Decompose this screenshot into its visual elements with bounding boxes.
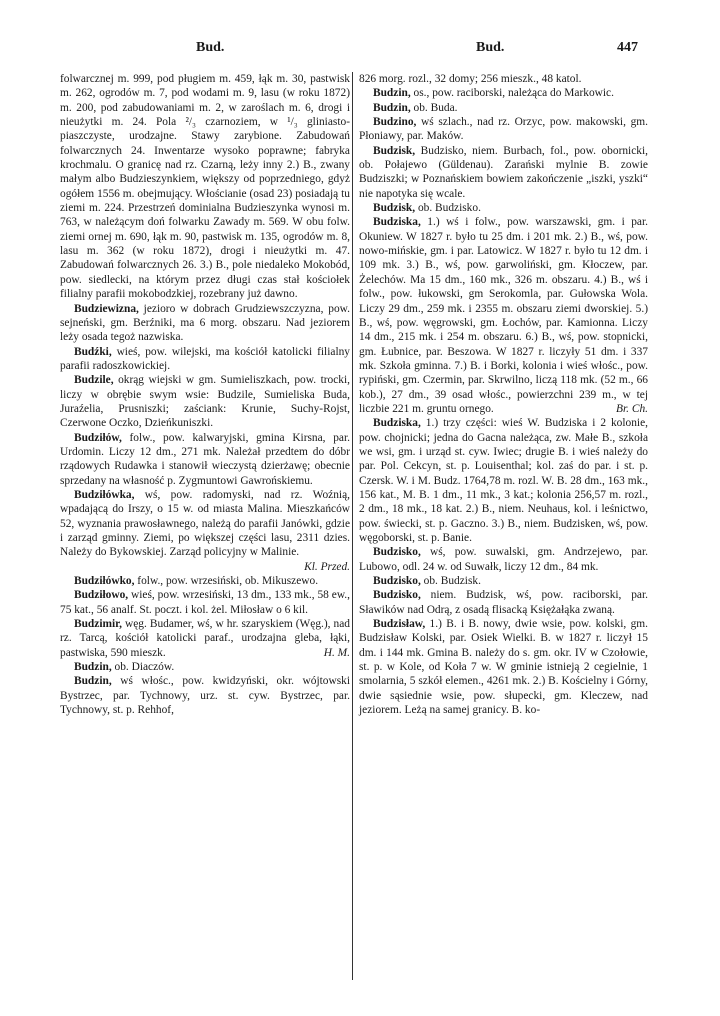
entry-headword: Budzisk, — [373, 144, 416, 157]
entry-headword: Budziska, — [373, 216, 421, 229]
entry-headword: Budziska, — [373, 417, 421, 430]
entry-text: wś szlach., nad rz. Orzyc, pow. makowski, gm. Płoniawy, par. Maków. — [359, 116, 648, 143]
dictionary-entry — [359, 215, 648, 416]
entry-text: ob. Budzisko. — [415, 202, 481, 215]
dictionary-entry — [60, 574, 350, 588]
entry-text: okrąg wiejski w gm. Sumieliszkach, pow. trocki, liczy w obrębie swym wsie: Budzile, Sumieliska Buda, Juraźelia, Prusniszki; zaściank: Krunie, Suchy-Rojst, Czerwone Oczko, Dzieńkuniszki. — [60, 374, 350, 430]
dictionary-entry — [60, 488, 350, 574]
entry-headword: Budziłówko, — [74, 575, 135, 588]
entry-text: ob. Diaczów. — [111, 661, 175, 674]
entry-text: folw., pow. wrzesiński, ob. Mikuszewo. — [134, 575, 319, 588]
entry-headword: Budzisk, — [373, 202, 416, 215]
left-running-head: Bud. — [196, 40, 225, 55]
dictionary-entry — [60, 302, 350, 345]
entry-headword: Budzisko, — [373, 575, 421, 588]
dictionary-entry — [60, 373, 350, 430]
entry-headword: Budzile, — [74, 374, 114, 387]
entry-text: 1.) trzy części: wieś W. Budziska i 2 kolonie, pow. chojnicki; jedna do Gacna należąca, zw. Małe B., szkoła we wsi, gm. i urząd st. cyw. Iwiec; drugie B. i wieś należy do par. Pol. Cekcyn, st. p. Louisenthal; kol. zaś do par. i st. p. Czersk. W. i M. Budz. 1764,78 m. rozl. W. B. 28 dm., 163 mk., 156 kat., M. B. 1 dm., 11 mk., 3 kat.; kolonia 256,57 m. rozl., 2 dm., 18 mk., 18 kat. 2.) B., niem. Neuhaus, kol. i leśnictwo, pow. świecki, st. p. Gaczno. 3.) B., niem. Budzisken, wś, pow. węgoborski, st. p. Banie. — [359, 417, 648, 544]
dictionary-entry — [60, 660, 350, 674]
entry-headword: Budziewizna, — [74, 302, 139, 315]
entry-headword: Budziłów, — [74, 431, 122, 444]
dictionary-entry — [359, 86, 648, 100]
entry-headword: Budzimir, — [74, 618, 122, 631]
entry-text: węg. Budamer, wś, w hr. szaryskiem (Węg.), nad rz. Tarcą, kościół katolicki paraf., urodzajna gleba, łąki, pastwiska, 590 mieszk. — [60, 618, 350, 659]
entry-headword: Budzino, — [373, 116, 417, 129]
page-number: 447 — [617, 40, 638, 55]
entry-headword: Budziłówka, — [74, 488, 135, 501]
entry-text: ob. Buda. — [410, 101, 458, 114]
entry-text: wieś, pow. wilejski, ma kościół katolicki filialny parafii radoszkowickiej. — [60, 345, 350, 372]
dictionary-entry — [359, 72, 648, 86]
entry-text: 826 morg. rozl., 32 domy; 256 mieszk., 48 katol. — [359, 73, 582, 85]
dictionary-entry — [359, 101, 648, 115]
entry-headword: Budzin, — [74, 675, 112, 688]
entry-headword: Budźki, — [74, 345, 112, 358]
dictionary-entry — [60, 345, 350, 374]
entry-text: folw., pow. kalwaryjski, gmina Kirsna, par. Urdomin. Liczy 12 dm., 271 mk. Należał przedtem do dóbr rządowych Rudawka i stanowił wieczystą dzierżawę; obecnie sprzedany na własność p. Zygmuntowi Gawrońskiemu. — [60, 431, 350, 487]
right-running-head: Bud. — [476, 40, 505, 55]
entry-signature: H. M. — [323, 646, 350, 659]
entry-text: wś, pow. suwalski, gm. Andrzejewo, par. Lubowo, odl. 24 w. od Suwałk, liczy 12 dm., 84 mk. — [359, 546, 648, 573]
entry-text: os., pow. raciborski, należąca do Markowic. — [410, 87, 614, 100]
column-divider — [352, 72, 353, 980]
dictionary-entry — [60, 674, 350, 717]
dictionary-entry — [60, 72, 350, 302]
entry-headword: Budzin, — [373, 87, 411, 100]
entry-text: wś, pow. radomyski, nad rz. Woźnią, wpadającą do Irszy, o 15 w. od miasta Malina. Mieszkańców 52, wyznania prawosławnego, należą do parafii Janówki, gdzie i zarząd gminny. Ziemi, po większej części lasu, 2311 dzies. Należy do Bykowskiej. Zarząd policyjny w Malinie. — [60, 488, 350, 559]
dictionary-entry — [359, 144, 648, 201]
entry-text: ob. Budzisk. — [420, 575, 481, 588]
entry-headword: Budzisko, — [373, 589, 421, 602]
dictionary-entry — [60, 431, 350, 488]
right-column — [359, 72, 648, 717]
dictionary-entry — [359, 617, 648, 717]
entry-text: niem. Budzisk, wś, pow. raciborski, par. Sławików nad Odrą, z osadą flisacką Księżałąka zwaną. — [359, 589, 648, 616]
dictionary-entry — [359, 416, 648, 545]
dictionary-entry — [359, 574, 648, 588]
entry-text: 1.) B. i B. nowy, dwie wsie, pow. kolski, gm. Budzisław Kolski, par. Osiek Wielki. B. w 1827 r. liczył 15 dm. i 144 mk. Gmina B. należy do s. gm. okr. IV w Czołowie, st. p. w Kole, od Koła 7 w. W gminie istnieją 2 cegielnie, 1 smolarnia, 5 szkół elemen., 4261 mk. 2.) B. Kościelny i Górny, dwie sąsiednie wsie, pow. słupecki, gm. Kleczew, nad jeziorem. Leżą na samej granicy. B. ko- — [359, 618, 648, 717]
entry-text: Budzisko, niem. Burbach, fol., pow. obornicki, ob. Połajewo (Güldenau). Zarański mylnie B. zowie Budziszki; w Poznańskiem bowiem zakończenie „iszki, yszki“ nie napotyka się wcale. — [359, 144, 648, 200]
entry-headword: Budzisko, — [373, 546, 421, 559]
dictionary-entry — [359, 545, 648, 574]
dictionary-entry — [60, 617, 350, 660]
entry-text: wieś, pow. wrzesiński, 13 dm., 133 mk., 58 ew., 75 kat., 56 analf. St. poczt. i kol. żel. Miłosław o 6 kil. — [60, 589, 350, 616]
entry-headword: Budzin, — [74, 661, 112, 674]
entry-text: jezioro w dobrach Grudziewszczyzna, pow. sejneński, gm. Berźniki, ma 6 morg. obszaru. Nad jeziorem leży osada tegoż nazwiska. — [60, 302, 350, 344]
dictionary-entry — [359, 115, 648, 144]
entry-signature: Br. Ch. — [616, 402, 648, 415]
left-column — [60, 72, 350, 717]
dictionary-entry — [359, 588, 648, 617]
entry-text: folwarcznej m. 999, pod pługiem m. 459, łąk m. 30, pastwisk m. 262, ogrodów m. 7, pod wodami m. 9, lasu (w roku 1872) m. 200, pod zabudowaniami m. 2, w zaroślach m. 6, drogi i nieużytki m. 24. Pola ²/₃ czarnoziem, w ¹/₃ gliniasto-piaszczyste, urodzajne. Stawy zarybione. Zabudowań folwarcznych 24. Inwentarze wysoko poprawne; fabryka krochmalu. O granicę nad rz. Czarną, leży inny 2.) B., zwany małym albo Budzieszynkiem, większy od poprzedniego, gdyż ogółem 1556 m. obejmujący. Włościanie (osad 23) posiadają tu ziemi m. 224. Przestrzeń dominialna Budzieszynka wynosi m. 763, w należącym doń folwarku Zawady m. 569. W obu folw. ziemi ornej m. 690, łąk m. 90, pastwisk m. 135, ogrodów m. 8, lasu m. 362 (w roku 1872), drogi i nieużytki m. 47. Zabudowań folwarcznych 26. 3.) B., pole niedaleko Mokobód, pow. siedlecki, na którym przez długi czas stał kościołek filialny parafii mokobodzkiej, rozebrany już dawno. — [60, 73, 350, 301]
entry-text: wś włośc., pow. kwidzyński, okr. wójtowski Bystrzec, par. Tychnowy, urz. st. cyw. Bystrzec, par. Tychnowy, st. p. Rehhof, — [60, 675, 350, 717]
entry-headword: Budzisław, — [373, 618, 426, 631]
entry-headword: Budzin, — [373, 101, 411, 114]
entry-signature: Kl. Przed. — [304, 560, 350, 573]
entry-headword: Budziłowo, — [74, 589, 129, 602]
entry-text: 1.) wś i folw., pow. warszawski, gm. i par. Okuniew. W 1827 r. było tu 25 dm. i 201 mk. 2.) B., wś, pow. nowo-mińskie, gm. i par. Latowicz. W 1827 r. było tu 12 dm. i 109 mk. 3.) B., wś, pow. garwoliński, gm. Kłoczew, par. Żelechów. Ma 15 dm., 160 mk., 326 m. obszaru. 4.) B., wś i folw., pow. łukowski, gm Serokomla, par. Gułowska Wola. Liczy 29 dm., 259 mk. i 2355 m. obszaru ziemi dworskiej. 5.) B., wś, pow. węgrowski, gm. Łochów, par. Kamionna. Liczy 14 dm., 215 mk. i 254 m. obszaru. 6.) B., wś, pow. stopnicki, gm. Łubnice, par. Beszowa. W 1827 r. liczyły 51 dm. i 337 mk. Szkoła gminna. 7.) B. i Borki, kolonia i wieś włośc., pow. rypiński, gm. Czermin, par. Skrwilno, liczą 118 mk. (52 m., 66 kob.), 27 dm., 39 osad włośc., powierzchni 239 m., w tej liczbie 221 m. gruntu ornego. — [359, 216, 648, 415]
dictionary-entry — [359, 201, 648, 215]
dictionary-entry — [60, 588, 350, 617]
